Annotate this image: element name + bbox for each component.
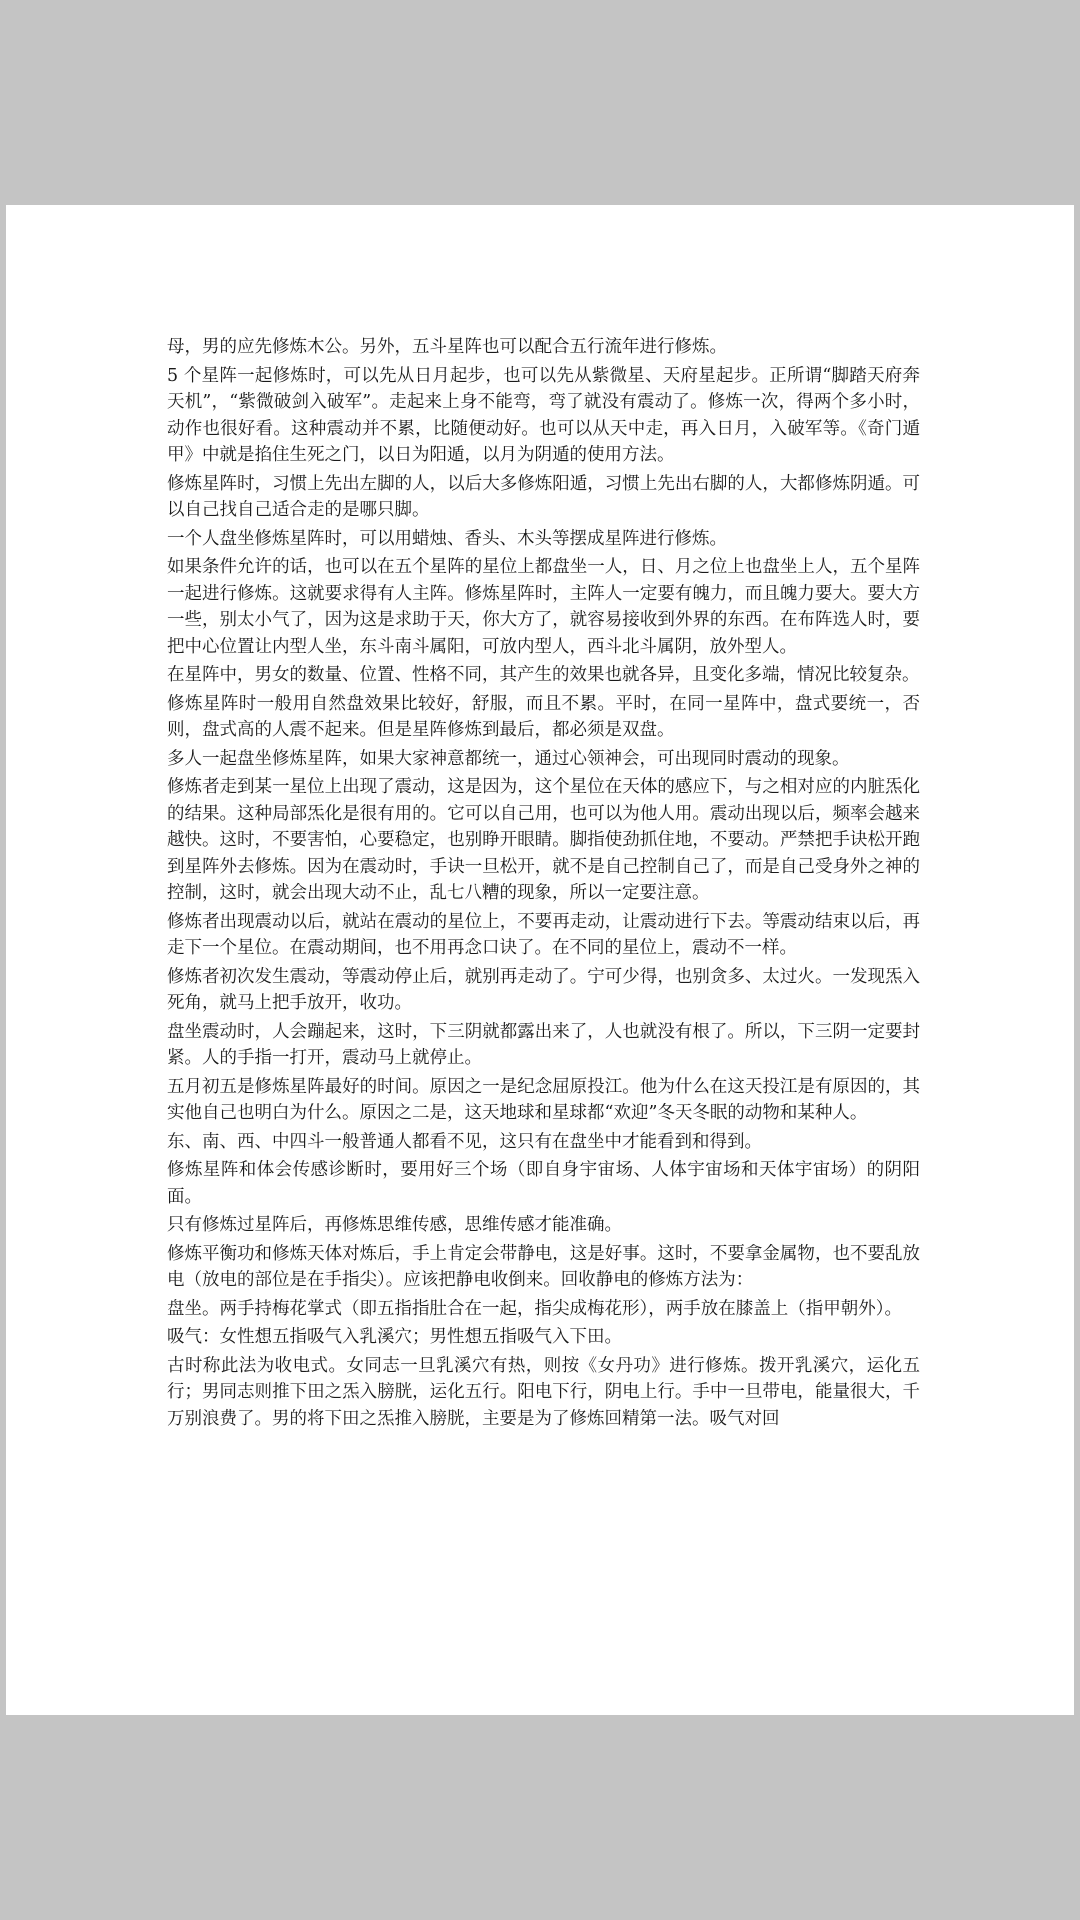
paragraph: 修炼者初次发生震动，等震动停止后，就别再走动了。宁可少得，也别贪多、太过火。一发现炁入死角，就马上把手放开，收功。 — [167, 966, 920, 1013]
paragraph: 盘坐震动时，人会蹦起来，这时，下三阴就都露出来了，人也就没有根了。所以，下三阴一定要封紧。人的手指一打开，震动马上就停止。 — [167, 1021, 920, 1068]
paragraph: 只有修炼过星阵后，再修炼思维传感，思维传感才能准确。 — [167, 1215, 622, 1235]
document-page — [6, 205, 1074, 1715]
paragraph: 如果条件允许的话，也可以在五个星阵的星位上都盘坐一人，日、月之位上也盘坐上人，五个星阵一起进行修炼。这就要求得有人主阵。修炼星阵时，主阵人一定要有魄力，而且魄力要大。要大方一些，别太小气了，因为这是求助于天，你大方了，就容易接收到外界的东西。在布阵选人时，要把中心位置让内型人坐，东斗南斗属阳，可放内型人，西斗北斗属阴，放外型人。 — [167, 557, 920, 657]
paragraph: 五月初五是修炼星阵最好的时间。原因之一是纪念屈原投江。他为什么在这天投江是有原因的，其实他自己也明白为什么。原因之二是，这天地球和星球都“欢迎”冬天冬眠的动物和某种人。 — [167, 1076, 920, 1123]
paragraph: 修炼平衡功和修炼天体对炼后，手上肯定会带静电，这是好事。这时，不要拿金属物，也不要乱放电（放电的部位是在手指尖）。应该把静电收倒来。回收静电的修炼方法为： — [167, 1243, 920, 1290]
paragraph: 盘坐。两手持梅花掌式（即五指指肚合在一起，指尖成梅花形），两手放在膝盖上（指甲朝外）。 — [167, 1298, 902, 1319]
paragraph: 多人一起盘坐修炼星阵，如果大家神意都统一，通过心领神会，可出现同时震动的现象。 — [167, 748, 850, 769]
paragraph: 修炼者出现震动以后，就站在震动的星位上，不要再走动，让震动进行下去。等震动结束以后，再走下一个星位。在震动期间，也不用再念口诀了。在不同的星位上，震动不一样。 — [167, 911, 920, 958]
page-text-body — [167, 334, 920, 1434]
paragraph: 5 个星阵一起修炼时，可以先从日月起步，也可以先从紫微星、天府星起步。正所谓“脚踏天府奔天机”，“紫微破剑入破军”。走起来上身不能弯，弯了就没有震动了。修炼一次，得两个多小时，动作也很好看。这种震动并不累，比随便动好。也可以从天中走，再入日月，入破军等。《奇门遁甲》中就是掐住生死之门，以日为阳遁，以月为阴遁的使用方法。 — [167, 365, 920, 465]
paragraph: 修炼星阵时一般用自然盘效果比较好，舒服，而且不累。平时，在同一星阵中，盘式要统一，否则，盘式高的人震不起来。但是星阵修炼到最后，都必须是双盘。 — [167, 693, 920, 740]
paragraph: 一个人盘坐修炼星阵时，可以用蜡烛、香头、木头等摆成星阵进行修炼。 — [167, 528, 727, 549]
paragraph: 修炼星阵时，习惯上先出左脚的人，以后大多修炼阳遁，习惯上先出右脚的人，大都修炼阴遁。可以自己找自己适合走的是哪只脚。 — [167, 473, 920, 520]
paragraph: 古时称此法为收电式。女同志一旦乳溪穴有热，则按《女丹功》进行修炼。拨开乳溪穴，运化五行；男同志则推下田之炁入膀胱，运化五行。阳电下行，阴电上行。手中一旦带电，能量很大，千万别浪费了。男的将下田之炁推入膀胱，主要是为了修炼回精第一法。吸气对回 — [167, 1355, 920, 1429]
paragraph: 在星阵中，男女的数量、位置、性格不同，其产生的效果也就各异，且变化多端，情况比较复杂。 — [167, 665, 920, 685]
paragraph: 吸气：女性想五指吸气入乳溪穴；男性想五指吸气入下田。 — [167, 1327, 622, 1347]
paragraph: 修炼者走到某一星位上出现了震动，这是因为，这个星位在天体的感应下，与之相对应的内脏炁化的结果。这种局部炁化是很有用的。它可以自己用，也可以为他人用。震动出现以后，频率会越来越快。这时，不要害怕，心要稳定，也别睁开眼睛。脚指使劲抓住地，不要动。严禁把手诀松开跑到星阵外去修炼。因为在震动时，手诀一旦松开，就不是自己控制自己了，而是自己受身外之神的控制，这时，就会出现大动不止，乱七八糟的现象，所以一定要注意。 — [167, 777, 920, 903]
paragraph: 东、南、西、中四斗一般普通人都看不见，这只有在盘坐中才能看到和得到。 — [167, 1131, 762, 1152]
paragraph: 修炼星阵和体会传感诊断时，要用好三个场（即自身宇宙场、人体宇宙场和天体宇宙场）的阴阳面。 — [167, 1160, 920, 1207]
paragraph: 母，男的应先修炼木公。另外，五斗星阵也可以配合五行流年进行修炼。 — [167, 337, 727, 357]
